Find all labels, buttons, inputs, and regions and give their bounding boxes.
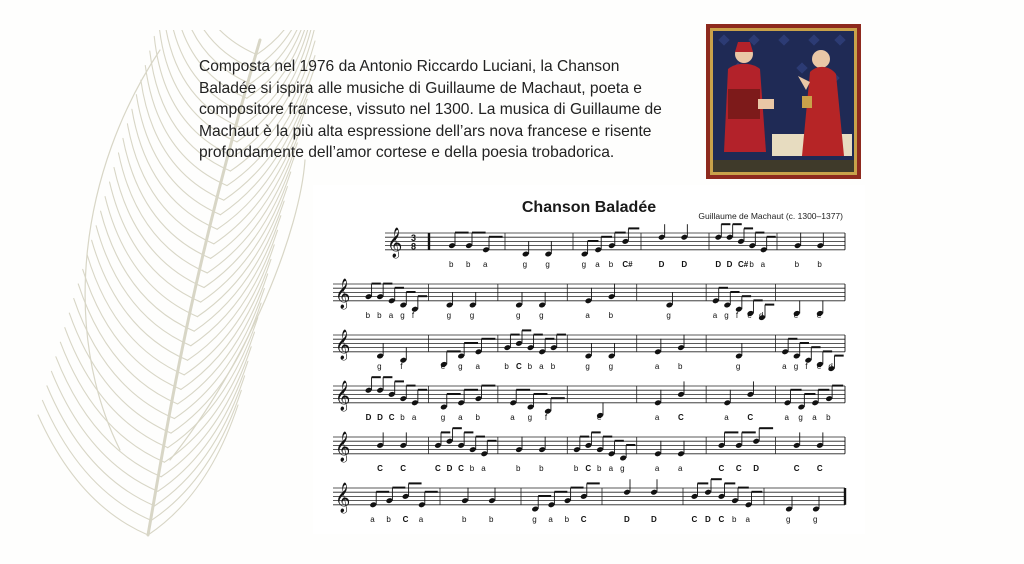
note-label: b bbox=[794, 260, 800, 269]
medieval-miniature-image bbox=[706, 24, 861, 179]
note-label: a bbox=[388, 311, 394, 320]
note-label: C bbox=[580, 515, 587, 524]
note-label: g bbox=[469, 311, 475, 320]
note-label: b bbox=[608, 260, 614, 269]
note-label: g bbox=[608, 362, 614, 371]
note-label: g bbox=[377, 362, 382, 371]
intro-paragraph: Composta nel 1976 da Antonio Riccardo Luciani, la Chanson Baladée si ispira alle musiche di Guillaume de Machaut, poeta e compositore francese, vissuto nel 1300. La musica di Guillaume de Machaut è la più alta espressione dell’ars nova francese e risente profondamente dell’amor cortese e della poesia trobadorica. bbox=[199, 58, 662, 161]
staves bbox=[313, 185, 865, 534]
note-label: g bbox=[735, 362, 741, 371]
sheet-music bbox=[313, 185, 865, 534]
note-label: e bbox=[747, 311, 752, 320]
sheet-title: Chanson Baladée bbox=[521, 199, 657, 216]
note-label: g bbox=[724, 311, 729, 320]
time-signature-bottom: 8 bbox=[411, 241, 417, 252]
note-label: g bbox=[440, 413, 446, 422]
note-label: b bbox=[504, 362, 509, 371]
note-label: C bbox=[718, 464, 725, 473]
note-label: a bbox=[370, 515, 375, 524]
note-label: D bbox=[624, 515, 630, 524]
note-label: a bbox=[458, 413, 463, 422]
note-label: g bbox=[532, 515, 537, 524]
note-label: g bbox=[793, 362, 799, 371]
note-label: e bbox=[440, 362, 446, 371]
note-label: a bbox=[595, 260, 600, 269]
note-label: g bbox=[666, 311, 671, 320]
note-label: D bbox=[377, 413, 383, 422]
note-label: b bbox=[564, 515, 570, 524]
note-label: b bbox=[817, 260, 822, 269]
note-label: a bbox=[654, 362, 660, 371]
treble-clef: 𝄞 bbox=[335, 432, 351, 462]
note-label: a bbox=[654, 413, 660, 422]
note-label: a bbox=[418, 515, 424, 524]
note-label: f bbox=[805, 362, 808, 371]
note-label: a bbox=[475, 362, 480, 371]
note-label: C bbox=[458, 464, 464, 473]
note-label: f bbox=[544, 413, 548, 422]
note-label: b bbox=[527, 362, 533, 371]
note-label: b bbox=[516, 464, 521, 473]
note-label: g bbox=[798, 413, 803, 422]
note-label: a bbox=[782, 362, 787, 371]
note-label: b bbox=[377, 311, 382, 320]
note-label: b bbox=[466, 260, 471, 269]
note-label: C bbox=[747, 413, 754, 422]
note-label: D bbox=[705, 515, 711, 524]
note-label: b bbox=[608, 311, 614, 320]
treble-clef: 𝄞 bbox=[335, 483, 351, 513]
note-label: g bbox=[585, 362, 590, 371]
note-label: a bbox=[608, 464, 614, 473]
note-label: g bbox=[458, 362, 463, 371]
note-label: b bbox=[449, 260, 454, 269]
note-label: b bbox=[749, 260, 754, 269]
note-label: f bbox=[400, 362, 403, 371]
sheet-composer: Guillaume de Machaut (c. 1300–1377) bbox=[698, 211, 843, 221]
note-label: b bbox=[489, 515, 494, 524]
note-label: d bbox=[828, 362, 833, 371]
note-label: a bbox=[510, 413, 515, 422]
note-label: d bbox=[759, 311, 764, 320]
note-label: a bbox=[539, 362, 544, 371]
note-label: C bbox=[516, 362, 522, 371]
note-label: b bbox=[386, 515, 391, 524]
note-label: C bbox=[388, 413, 395, 422]
note-label: e bbox=[597, 413, 602, 422]
note-label: b bbox=[826, 413, 831, 422]
note-label: b bbox=[462, 515, 467, 524]
note-label: C bbox=[691, 515, 698, 524]
note-label: b bbox=[469, 464, 475, 473]
note-label: f bbox=[411, 311, 415, 320]
note-label: a bbox=[481, 464, 486, 473]
note-label: g bbox=[786, 515, 791, 524]
note-label: D bbox=[658, 260, 665, 269]
note-label: D bbox=[726, 260, 733, 269]
note-label: g bbox=[516, 311, 521, 320]
note-label: a bbox=[724, 413, 729, 422]
note-label: D bbox=[446, 464, 453, 473]
note-label: g bbox=[527, 413, 533, 422]
note-label: C bbox=[793, 464, 800, 473]
treble-clef: 𝄞 bbox=[335, 279, 351, 309]
note-label: a bbox=[654, 464, 660, 473]
note-label: D bbox=[753, 464, 759, 473]
note-label: g bbox=[522, 260, 528, 269]
note-label: D bbox=[681, 260, 688, 269]
note-label: e bbox=[816, 311, 822, 320]
note-label: g bbox=[545, 260, 550, 269]
note-label: C bbox=[735, 464, 742, 473]
note-label: a bbox=[483, 260, 488, 269]
note-label: a bbox=[812, 413, 817, 422]
note-label: C# bbox=[622, 260, 633, 269]
note-label: b bbox=[550, 362, 556, 371]
note-label: b bbox=[365, 311, 371, 320]
note-label: b bbox=[597, 464, 602, 473]
note-label: g bbox=[813, 515, 818, 524]
note-label: b bbox=[573, 464, 579, 473]
note-label: f bbox=[735, 311, 739, 320]
note-label: C bbox=[585, 464, 592, 473]
note-label: b bbox=[400, 413, 405, 422]
note-label: g bbox=[620, 464, 625, 473]
note-label: g bbox=[446, 311, 452, 320]
note-label: e bbox=[793, 311, 799, 320]
treble-clef: 𝄞 bbox=[335, 381, 351, 411]
note-label: g bbox=[581, 260, 587, 269]
note-label: b bbox=[475, 413, 480, 422]
note-label: g bbox=[400, 311, 405, 320]
note-label: C bbox=[377, 464, 383, 473]
note-label: C bbox=[400, 464, 407, 473]
treble-clef: 𝄞 bbox=[335, 330, 351, 360]
note-label: C bbox=[435, 464, 441, 473]
note-label: a bbox=[678, 464, 683, 473]
note-label: C# bbox=[738, 260, 749, 269]
note-label: D bbox=[651, 515, 657, 524]
note-label: b bbox=[678, 362, 683, 371]
note-label: a bbox=[548, 515, 553, 524]
note-label: a bbox=[411, 413, 417, 422]
note-label: a bbox=[712, 311, 718, 320]
note-label: C bbox=[678, 413, 684, 422]
note-label: g bbox=[539, 311, 544, 320]
note-label: a bbox=[585, 311, 590, 320]
note-label: D bbox=[715, 260, 722, 269]
note-label: a bbox=[745, 515, 750, 524]
note-label: C bbox=[816, 464, 823, 473]
treble-clef: 𝄞 bbox=[387, 228, 403, 258]
time-signature-top: 3 bbox=[411, 233, 417, 243]
note-label: b bbox=[732, 515, 737, 524]
note-label: a bbox=[760, 260, 766, 269]
note-label: D bbox=[365, 413, 372, 422]
note-label: C bbox=[718, 515, 725, 524]
note-label: C bbox=[402, 515, 409, 524]
note-label: b bbox=[539, 464, 544, 473]
note-label: e bbox=[816, 362, 822, 371]
note-label: a bbox=[784, 413, 789, 422]
